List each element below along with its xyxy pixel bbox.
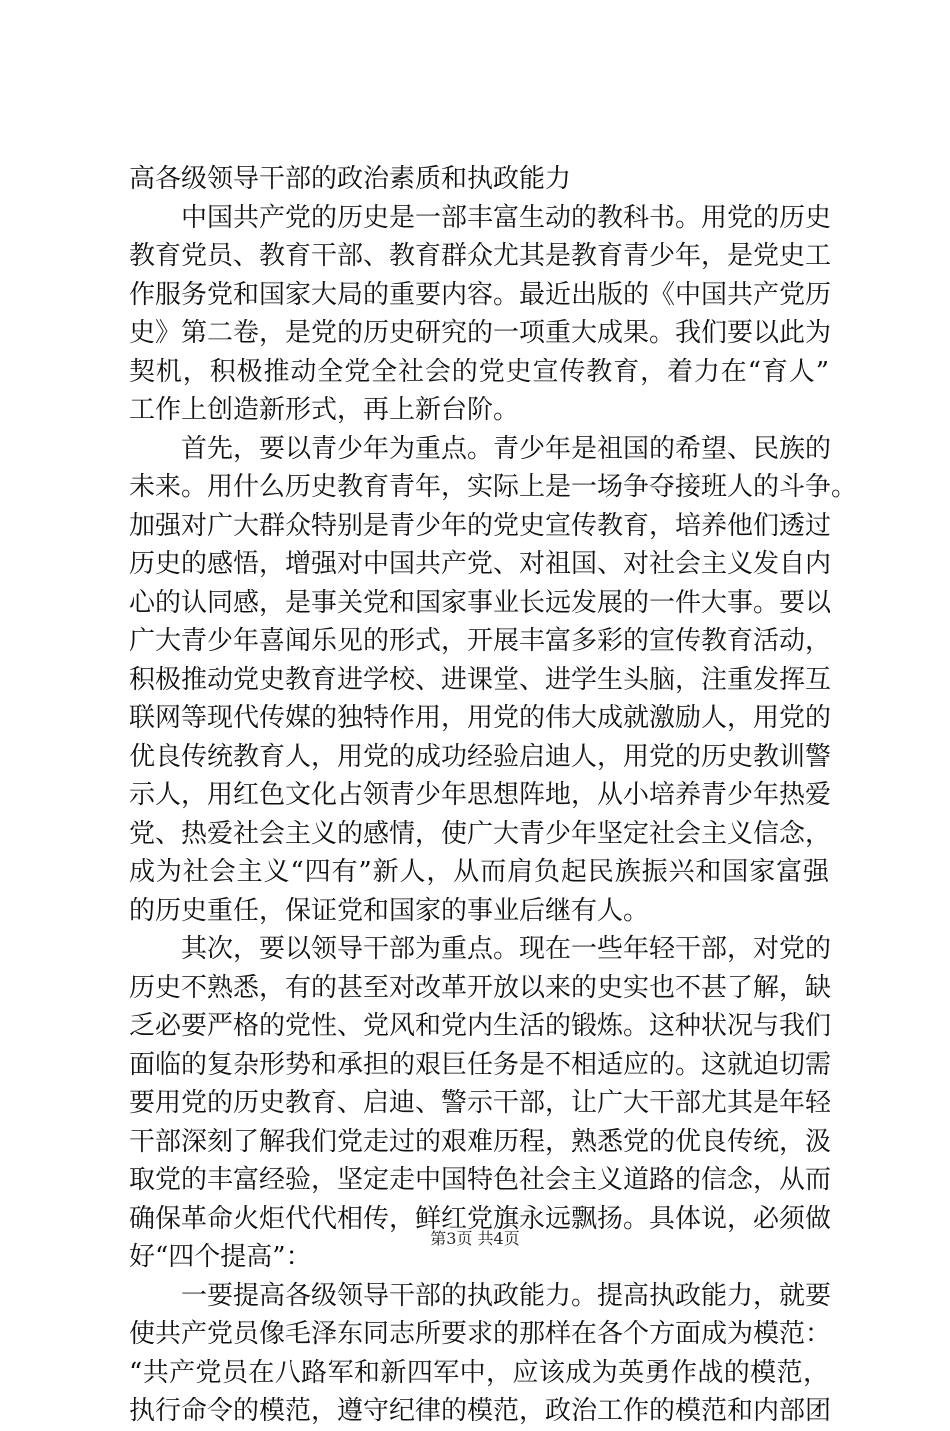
text-line: 教育党员、教育干部、教育群众尤其是教育青少年，是党史工 xyxy=(129,241,832,271)
text-line: 高各级领导干部的政治素质和执政能力 xyxy=(129,164,572,194)
text-line: 心的认同感，是事关党和国家事业长远发展的一件大事。要以 xyxy=(129,587,832,618)
text-line: 乏必要严格的党性、党风和党内生活的锻炼。这种状况与我们 xyxy=(129,1011,832,1041)
text-line: 契机，积极推动全党全社会的党史宣传教育，着力在“育人” xyxy=(129,356,829,387)
text-line: 历史不熟悉，有的甚至对改革开放以来的史实也不甚了解，缺 xyxy=(129,972,832,1003)
text-line: 干部深刻了解我们党走过的艰难历程，熟悉党的优良传统，汲 xyxy=(129,1126,832,1157)
text-line: 成为社会主义“四有”新人，从而肩负起民族振兴和国家富强 xyxy=(129,857,829,887)
text-line: 中国共产党的历史是一部丰富生动的教科书。用党的历史 xyxy=(181,202,832,233)
page-footer xyxy=(0,1226,950,1249)
text-line: 一要提高各级领导干部的执政能力。提高执政能力，就要 xyxy=(181,1280,832,1311)
text-line: 面临的复杂形势和承担的艰巨任务是不相适应的。这就迫切需 xyxy=(129,1049,832,1080)
text-line: 广大青少年喜闻乐见的形式，开展丰富多彩的宣传教育活动， xyxy=(129,626,832,656)
text-line: 工作上创造新形式，再上新台阶。 xyxy=(129,395,520,425)
text-line: “共产党员在八路军和新四军中，应该成为英勇作战的模范， xyxy=(129,1357,829,1388)
text-line: 要用党的历史教育、启迪、警示干部，让广大干部尤其是年轻 xyxy=(129,1088,832,1118)
text-line: 好“四个提高”： xyxy=(129,1242,312,1272)
text-line: 首先，要以青少年为重点。青少年是祖国的希望、民族的 xyxy=(181,433,832,464)
page-number-label: 第3页 共4页 xyxy=(430,1229,520,1248)
text-line: 取党的丰富经验，坚定走中国特色社会主义道路的信念，从而 xyxy=(129,1165,832,1195)
text-line: 史》第二卷，是党的历史研究的一项重大成果。我们要以此为 xyxy=(129,318,832,348)
text-line: 党、热爱社会主义的感情，使广大青少年坚定社会主义信念， xyxy=(129,818,832,849)
text-line: 其次，要以领导干部为重点。现在一些年轻干部，对党的 xyxy=(181,934,832,964)
text-line: 的历史重任，保证党和国家的事业后继有人。 xyxy=(129,895,650,926)
text-line: 示人，用红色文化占领青少年思想阵地，从小培养青少年热爱 xyxy=(129,780,832,810)
text-line: 加强对广大群众特别是青少年的党史宣传教育，培养他们透过 xyxy=(129,510,832,541)
text-line: 联网等现代传媒的独特作用，用党的伟大成就激励人，用党的 xyxy=(129,703,832,733)
text-line: 确保革命火炬代代相传，鲜红党旗永远飘扬。具体说，必须做 xyxy=(129,1203,832,1234)
text-line: 历史的感悟，增强对中国共产党、对祖国、对社会主义发自内 xyxy=(129,549,832,579)
text-line: 执行命令的模范，遵守纪律的模范，政治工作的模范和内部团 xyxy=(129,1396,832,1426)
text-line: 积极推动党史教育进学校、进课堂、进学生头脑，注重发挥互 xyxy=(129,664,832,695)
text-line: 优良传统教育人，用党的成功经验启迪人，用党的历史教训警 xyxy=(129,741,832,772)
text-line: 作服务党和国家大局的重要内容。最近出版的《中国共产党历 xyxy=(129,279,832,310)
text-line: 使共产党员像毛泽东同志所要求的那样在各个方面成为模范： xyxy=(129,1319,832,1349)
text-line: 未来。用什么历史教育青年，实际上是一场争夺接班人的斗争。 xyxy=(129,472,858,502)
